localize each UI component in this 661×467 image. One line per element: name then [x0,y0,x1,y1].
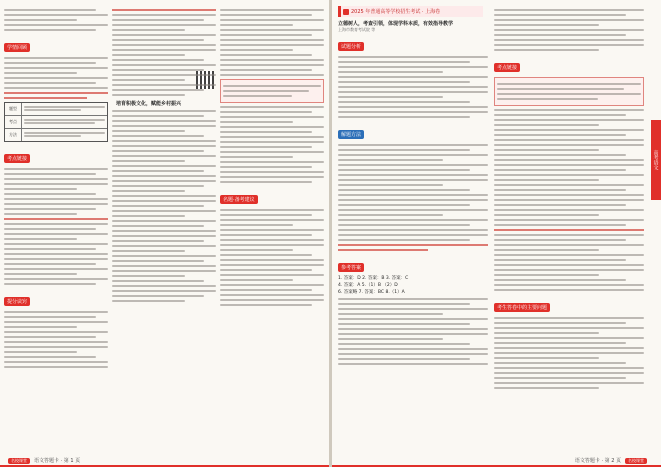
article-subtitle: 立德树人，考查引领，体现学科本质，有效指导教学 [338,21,454,27]
answer-line: 1. 答案：D 2. 答案：B 3. 答案：C [338,276,409,281]
left-column-3 [220,6,324,453]
section-heading: 提分诀窍 [4,297,30,306]
exam-title: 2025 年普通高等学校招生考试 · 上海卷 [351,9,441,15]
right-column-1 [338,20,488,453]
highlight-box [494,77,644,106]
left-column-1 [4,6,108,453]
section-heading: 考点链接 [494,63,520,72]
table-label: 题型 [5,103,22,115]
footer-text: 语文答题卡 · 第 1 页 [34,458,81,464]
section-heading: 考生答卷中的主要问题 [494,303,550,312]
footer-badge: 名校课堂 [8,458,30,464]
right-column-2 [494,6,644,453]
article-title: 培育积极文化，赋能乡村振兴 [116,101,182,107]
table-label: 方法 [5,129,22,141]
concept-table [4,102,108,142]
section-heading: 学情回顾 [4,43,30,52]
section-heading: 名题·备考建议 [220,195,258,204]
answer-line: 6. 答案略 7. 答案：BC 8.（1）A [338,290,405,295]
section-heading: 考点链接 [4,154,30,163]
exam-title-bar [338,6,483,17]
left-footer [8,456,80,465]
right-footer [575,456,647,465]
article-byline: 上海市教育考试院 等 [338,27,376,32]
title-marker-icon [343,9,349,15]
section-heading: 解题方法 [338,130,364,139]
answer-line: 4. 答案：A 5.（1）B （2）D [338,283,398,288]
table-label: 考点 [5,116,22,128]
left-column-2 [112,6,216,453]
footer-text: 语文答题卡 · 第 2 页 [574,458,621,464]
footer-badge: 名校课堂 [625,458,647,464]
highlight-box [220,79,324,103]
section-heading: 试题分析 [338,42,364,51]
side-tab: 高考语文 [651,120,661,200]
left-page [0,0,329,467]
right-page [332,0,661,467]
section-heading: 参考答案 [338,263,364,272]
